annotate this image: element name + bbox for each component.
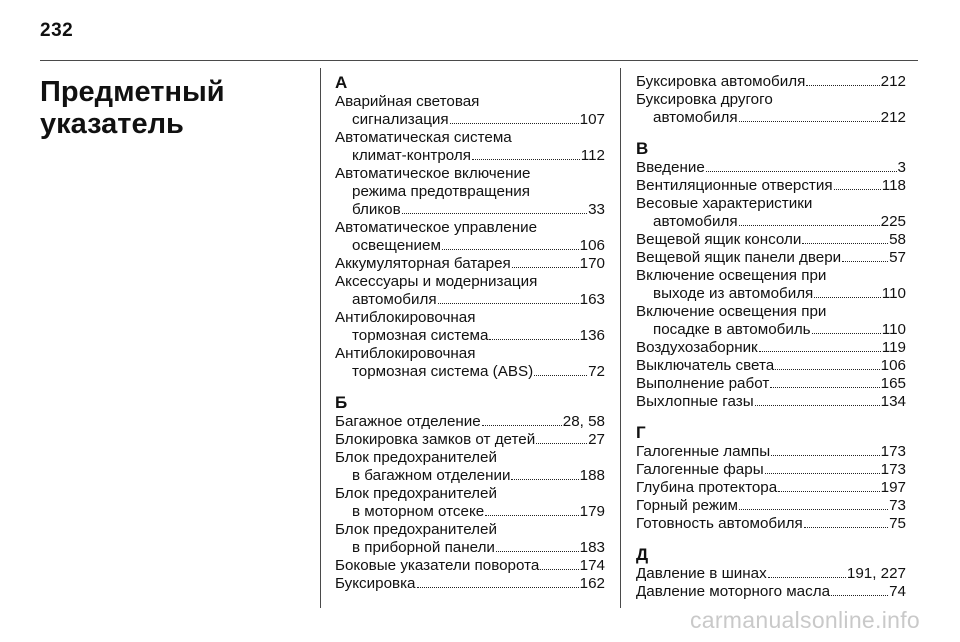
- index-entry-line: [335, 485, 605, 503]
- dot-leader: [536, 431, 587, 444]
- index-entry-line: [335, 129, 605, 147]
- index-page-ref: 58: [889, 231, 906, 248]
- dot-leader: [489, 327, 578, 340]
- index-entry-line: [636, 109, 906, 127]
- index-entry: [335, 431, 605, 449]
- index-page-ref: 3: [897, 159, 906, 176]
- index-entry-text: Включение освещения при: [636, 267, 827, 284]
- index-entry-text: Галогенные фары: [636, 461, 764, 478]
- index-entry: [636, 339, 906, 357]
- dot-leader: [438, 291, 579, 304]
- index-entry-line: [636, 443, 906, 461]
- index-entry-line: [636, 177, 906, 195]
- dot-leader: [485, 503, 578, 516]
- index-entry: [636, 159, 906, 177]
- index-page-ref: 73: [889, 497, 906, 514]
- index-entry-text: Антиблокировочная: [335, 309, 476, 326]
- index-page-ref: 75: [889, 515, 906, 532]
- index-page-ref: 173: [880, 461, 906, 478]
- index-letter-heading: Д: [636, 545, 649, 564]
- index-entry-text: Блок предохранителей: [335, 521, 497, 538]
- dot-leader: [755, 393, 880, 406]
- index-entry-line: [335, 111, 605, 129]
- index-entry: [636, 267, 906, 303]
- index-entry-text: Блокировка замков от детей: [335, 431, 536, 448]
- index-entry-line: [636, 73, 906, 91]
- dot-leader: [834, 177, 881, 190]
- index-page-ref: 188: [579, 467, 605, 484]
- index-entry: [335, 93, 605, 129]
- index-entry-text: Глубина протектора: [636, 479, 778, 496]
- index-entry: [636, 479, 906, 497]
- dot-leader: [831, 583, 888, 596]
- section-title-line: указатель: [40, 108, 184, 140]
- index-page-ref: 106: [880, 357, 906, 374]
- dot-leader: [765, 461, 880, 474]
- index-entry-line: [335, 165, 605, 183]
- index-entry-line: [335, 291, 605, 309]
- index-entry: [636, 375, 906, 393]
- index-entry-text: в приборной панели: [352, 539, 495, 556]
- index-page-ref: 163: [579, 291, 605, 308]
- index-entry-line: [335, 219, 605, 237]
- dot-leader: [417, 575, 579, 588]
- index-entry-line: [335, 539, 605, 557]
- index-entry-text: Аксессуары и модернизация: [335, 273, 538, 290]
- index-entry-line: [636, 91, 906, 109]
- index-entry-line: [335, 413, 605, 431]
- dot-leader: [706, 159, 897, 172]
- index-entry-line: [636, 249, 906, 267]
- index-entry: [636, 249, 906, 267]
- index-page-ref: 112: [580, 147, 605, 164]
- dot-leader: [804, 515, 888, 528]
- index-entry-line: [335, 521, 605, 539]
- index-entry-line: [335, 237, 605, 255]
- index-page-ref: 173: [880, 443, 906, 460]
- index-page-ref: 33: [588, 201, 605, 218]
- index-page-ref: 57: [889, 249, 906, 266]
- index-entry-line: [636, 393, 906, 411]
- dot-leader: [739, 497, 888, 510]
- index-entry-line: [636, 339, 906, 357]
- index-entry: [636, 497, 906, 515]
- index-page-ref: 212: [880, 73, 906, 90]
- index-entry: [636, 515, 906, 533]
- dot-leader: [534, 363, 587, 376]
- index-entry-line: [636, 321, 906, 339]
- index-page-ref: 162: [579, 575, 605, 592]
- index-entry-line: [335, 449, 605, 467]
- index-entry-text: Боковые указатели поворота: [335, 557, 540, 574]
- index-entry: [636, 91, 906, 127]
- index-entry-text: Давление в шинах: [636, 565, 767, 582]
- index-entry-line: [335, 183, 605, 201]
- dot-leader: [739, 213, 880, 226]
- section-title-line: Предметный: [40, 76, 225, 108]
- index-entry-text: в багажном отделении: [352, 467, 511, 484]
- index-entry-line: [636, 357, 906, 375]
- index-entry-line: [335, 467, 605, 485]
- watermark: carmanualsonline.info: [689, 607, 920, 633]
- index-column-2: [636, 73, 906, 601]
- index-entry: [335, 273, 605, 309]
- index-entry-text: Багажное отделение: [335, 413, 481, 430]
- index-entry-line: [335, 503, 605, 521]
- index-letter-heading: Б: [335, 393, 348, 412]
- index-entry-text: освещением: [352, 237, 441, 254]
- index-entry-text: Весовые характеристики: [636, 195, 813, 212]
- index-entry-line: [335, 431, 605, 449]
- index-entry-text: Вещевой ящик панели двери: [636, 249, 842, 266]
- index-entry-line: [636, 303, 906, 321]
- dot-leader: [802, 231, 888, 244]
- index-entry: [636, 583, 906, 601]
- index-entry-line: [335, 147, 605, 165]
- dot-leader: [442, 237, 579, 250]
- index-entry-line: [636, 565, 906, 583]
- index-entry-text: автомобиля: [653, 213, 738, 230]
- index-entry-text: выходе из автомобиля: [653, 285, 814, 302]
- index-entry-text: посадке в автомобиль: [653, 321, 811, 338]
- index-letter-heading: А: [335, 73, 348, 92]
- index-page-ref: 28, 58: [562, 413, 605, 430]
- index-entry-text: Буксировка другого: [636, 91, 773, 108]
- index-entry-text: в моторном отсеке: [352, 503, 485, 520]
- index-page-ref: 110: [881, 285, 906, 302]
- index-page-ref: 174: [579, 557, 605, 574]
- index-entry: [335, 219, 605, 255]
- index-page-ref: 118: [881, 177, 906, 194]
- index-entry: [335, 165, 605, 219]
- index-entry: [636, 565, 906, 583]
- dot-leader: [540, 557, 578, 570]
- dot-leader: [482, 413, 562, 426]
- index-entry-text: Автоматическое включение: [335, 165, 531, 182]
- index-entry-text: Воздухозаборник: [636, 339, 758, 356]
- dot-leader: [450, 111, 579, 124]
- index-entry-text: Блок предохранителей: [335, 485, 497, 502]
- index-page-ref: 170: [579, 255, 605, 272]
- section-title: [40, 76, 225, 140]
- index-entry: [636, 461, 906, 479]
- index-entry-text: Автоматическое управление: [335, 219, 538, 236]
- index-entry-line: [636, 375, 906, 393]
- index-entry-line: [636, 479, 906, 497]
- index-entry-line: [636, 213, 906, 231]
- index-page-ref: 134: [880, 393, 906, 410]
- index-entry-text: автомобиля: [352, 291, 437, 308]
- index-entry-line: [335, 255, 605, 273]
- index-entry-line: [636, 267, 906, 285]
- dot-leader: [512, 255, 579, 268]
- dot-leader: [768, 565, 846, 578]
- index-entry-line: [636, 461, 906, 479]
- dot-leader: [511, 467, 578, 480]
- index-entry-text: Буксировка автомобиля: [636, 73, 806, 90]
- column-divider: [620, 68, 621, 608]
- index-page-ref: 27: [588, 431, 605, 448]
- index-entry: [636, 231, 906, 249]
- dot-leader: [770, 375, 879, 388]
- index-entry-text: Выключатель света: [636, 357, 775, 374]
- dot-leader: [759, 339, 881, 352]
- index-entry-text: Автоматическая система: [335, 129, 512, 146]
- index-entry-text: автомобиля: [653, 109, 738, 126]
- index-entry-line: [335, 309, 605, 327]
- dot-leader: [778, 479, 879, 492]
- page-number: 232: [40, 20, 74, 41]
- index-entry-text: Аккумуляторная батарея: [335, 255, 511, 272]
- index-page-ref: 179: [579, 503, 605, 520]
- index-entry: [335, 345, 605, 381]
- index-letter-heading: Г: [636, 423, 646, 442]
- index-entry-line: [335, 557, 605, 575]
- index-page-ref: 74: [889, 583, 906, 600]
- index-entry-text: Блок предохранителей: [335, 449, 497, 466]
- index-page-ref: 165: [880, 375, 906, 392]
- index-entry: [636, 177, 906, 195]
- index-entry-text: Антиблокировочная: [335, 345, 476, 362]
- index-page-ref: 191, 227: [846, 565, 906, 582]
- index-entry-line: [636, 285, 906, 303]
- index-entry-line: [636, 195, 906, 213]
- index-entry-text: Буксировка: [335, 575, 416, 592]
- index-entry: [636, 357, 906, 375]
- index-entry: [636, 195, 906, 231]
- index-page-ref: 225: [880, 213, 906, 230]
- index-entry-text: сигнализация: [352, 111, 449, 128]
- index-page-ref: 107: [579, 111, 605, 128]
- index-entry-line: [636, 159, 906, 177]
- index-entry-text: бликов: [352, 201, 401, 218]
- dot-leader: [814, 285, 880, 298]
- index-entry: [335, 521, 605, 557]
- index-entry-text: Выполнение работ: [636, 375, 770, 392]
- index-entry-text: Вещевой ящик консоли: [636, 231, 802, 248]
- index-page-ref: 197: [880, 479, 906, 496]
- index-entry-text: климат-контроля: [352, 147, 471, 164]
- index-entry-text: Галогенные лампы: [636, 443, 771, 460]
- index-entry: [636, 303, 906, 339]
- index-entry-line: [335, 575, 605, 593]
- index-entry-line: [335, 327, 605, 345]
- dot-leader: [775, 357, 879, 370]
- index-entry: [335, 309, 605, 345]
- index-entry-text: Выхлопные газы: [636, 393, 754, 410]
- index-entry: [335, 449, 605, 485]
- index-entry-text: режима предотвращения: [352, 183, 531, 200]
- index-entry-line: [335, 345, 605, 363]
- index-letter-heading: В: [636, 139, 649, 158]
- index-page-ref: 119: [881, 339, 906, 356]
- index-entry: [335, 575, 605, 593]
- dot-leader: [771, 443, 879, 456]
- index-entry-line: [335, 93, 605, 111]
- dot-leader: [402, 201, 587, 214]
- dot-leader: [806, 73, 879, 86]
- index-entry: [335, 557, 605, 575]
- index-entry-line: [636, 497, 906, 515]
- index-page-ref: 110: [881, 321, 906, 338]
- index-page-ref: 106: [579, 237, 605, 254]
- index-entry: [636, 393, 906, 411]
- index-entry: [335, 129, 605, 165]
- index-page-ref: 136: [579, 327, 605, 344]
- index-entry-line: [636, 231, 906, 249]
- index-entry-line: [335, 273, 605, 291]
- index-entry: [335, 413, 605, 431]
- index-page-ref: 183: [579, 539, 605, 556]
- index-entry: [636, 73, 906, 91]
- index-entry-line: [636, 583, 906, 601]
- dot-leader: [739, 109, 880, 122]
- dot-leader: [496, 539, 579, 552]
- index-entry-text: Включение освещения при: [636, 303, 827, 320]
- dot-leader: [472, 147, 580, 160]
- index-entry: [335, 485, 605, 521]
- header-rule: [40, 60, 918, 61]
- index-entry: [636, 443, 906, 461]
- index-entry-text: Вентиляционные отверстия: [636, 177, 833, 194]
- column-divider: [320, 68, 321, 608]
- dot-leader: [812, 321, 881, 334]
- index-entry-text: Аварийная световая: [335, 93, 480, 110]
- index-entry-text: Давление моторного масла: [636, 583, 831, 600]
- dot-leader: [842, 249, 888, 262]
- index-entry-text: тормозная система (ABS): [352, 363, 534, 380]
- index-entry-text: тормозная система: [352, 327, 489, 344]
- index-entry-line: [335, 363, 605, 381]
- index-entry-text: Горный режим: [636, 497, 738, 514]
- index-entry-line: [335, 201, 605, 219]
- index-entry: [335, 255, 605, 273]
- index-entry-text: Введение: [636, 159, 705, 176]
- index-column-1: [335, 73, 605, 593]
- index-page-ref: 212: [880, 109, 906, 126]
- index-page-ref: 72: [588, 363, 605, 380]
- index-entry-text: Готовность автомобиля: [636, 515, 803, 532]
- index-entry-line: [636, 515, 906, 533]
